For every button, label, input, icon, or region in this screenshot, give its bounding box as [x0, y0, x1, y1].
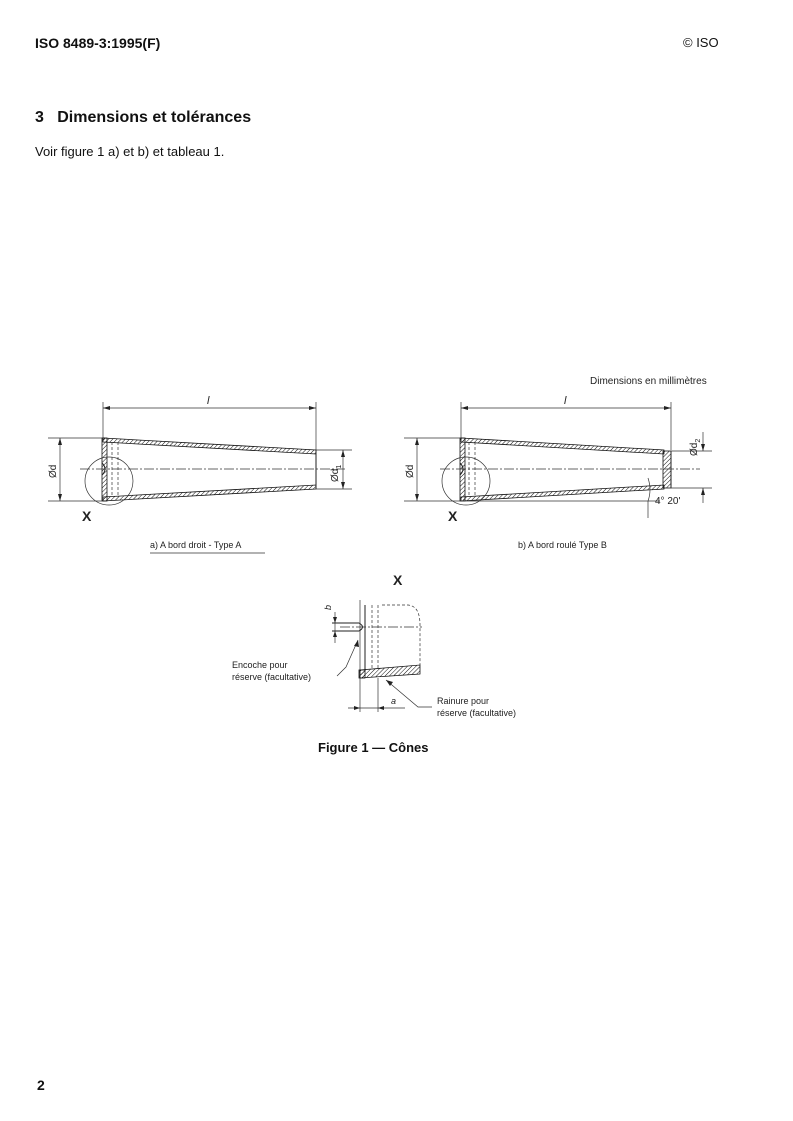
type-b-d2-sub: 2 [695, 438, 702, 443]
detail-x-title: X [393, 572, 403, 588]
type-b-d2-main: Ød [689, 442, 700, 456]
drawing-type-a [48, 402, 352, 505]
units-note: Dimensions en millimètres [590, 376, 707, 387]
type-b-d-label: Ød [405, 464, 416, 478]
type-b-d2-label [689, 439, 702, 456]
section-text: Voir figure 1 a) et b) et tableau 1. [35, 144, 225, 159]
groove-label-line2: réserve (facultative) [437, 708, 517, 718]
type-a-d1-main: Ød [330, 468, 341, 482]
groove-label-line1: Rainure pour [437, 696, 490, 706]
section-number: 3 [35, 109, 44, 126]
type-b-angle-label: 4° 20' [655, 496, 681, 507]
type-b-caption: b) A bord roulé Type B [518, 540, 607, 550]
page-number: 2 [37, 1077, 45, 1093]
notch-label-line2: réserve (facultative) [232, 672, 312, 682]
detail-a-label: a [391, 696, 397, 706]
notch-label-line1: Encoche pour [232, 660, 288, 670]
type-a-detail-marker: X [82, 508, 92, 524]
type-a-length-label: l [207, 395, 210, 407]
section-title: Dimensions et tolérances [57, 109, 252, 126]
detail-x-drawing [332, 600, 432, 712]
type-a-d1-sub: 1 [336, 464, 343, 469]
type-a-caption: a) A bord droit - Type A [150, 540, 242, 550]
detail-b-label: b [323, 604, 333, 610]
type-a-d-label: Ød [48, 464, 59, 478]
copyright-notice: © ISO [683, 35, 719, 50]
figure-caption: Figure 1 — Cônes [318, 740, 429, 755]
type-b-length-label: l [564, 395, 567, 407]
document-id: ISO 8489-3:1995(F) [35, 35, 161, 51]
type-a-d1-label [330, 465, 343, 482]
type-b-detail-marker: X [448, 508, 458, 524]
